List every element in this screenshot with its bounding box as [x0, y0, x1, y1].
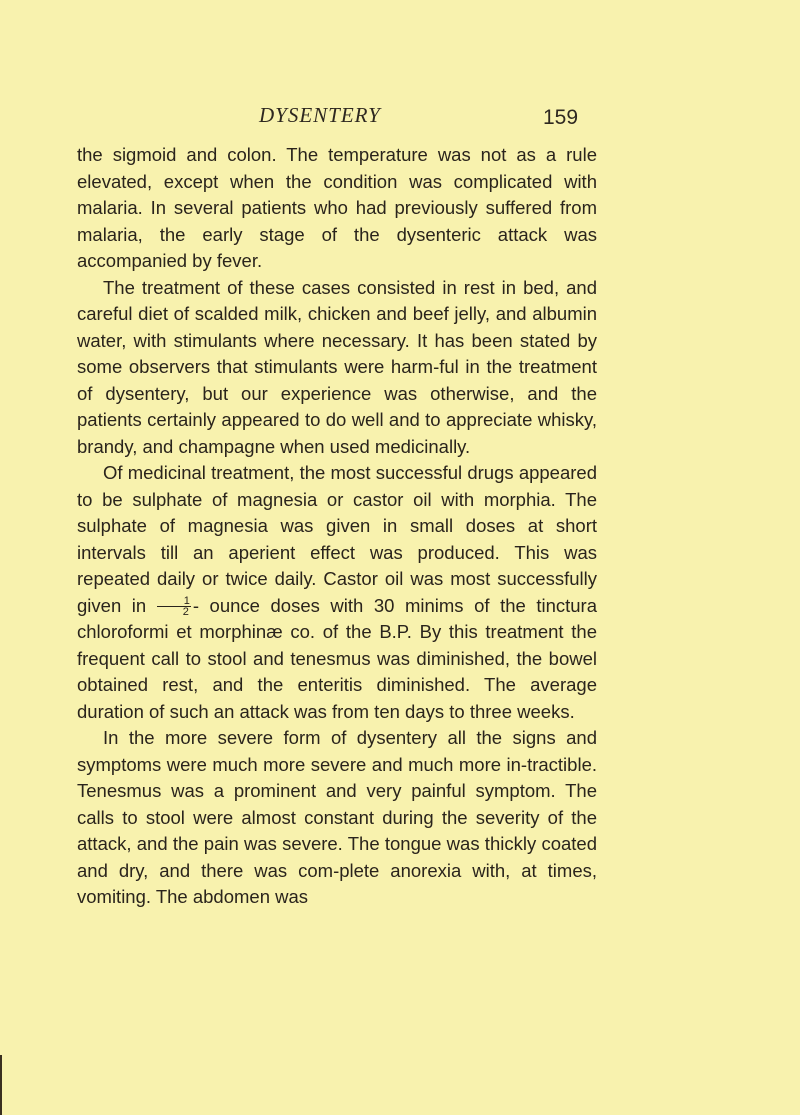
body-text	[77, 142, 597, 911]
fraction-numerator: 1	[157, 596, 191, 607]
running-title: DYSENTERY	[259, 103, 381, 127]
fraction-denominator: 2	[182, 606, 189, 619]
paragraph-3-part-2: - ounce doses with 30 minims of the tinctura chloroformi et morphinæ co. of the B.P. By this treatment the frequent call to stool and tenesmus was diminished, the bowel obtained rest, and the enteritis diminished. The average duration of such an attack was from ten days to three weeks.	[77, 594, 598, 722]
page-number: 159	[543, 106, 579, 129]
paragraph-2: The treatment of these cases consisted in rest in bed, and careful diet of scalded milk, chicken and beef jelly, and albumin water, with stimulants where necessary. It has been stated by some observers that stimulants were harm-ful in the treatment of dysentery, but our experience was otherwise, and the patients certainly appeared to do well and to appreciate whisky, brandy, and champagne when used medicinally.	[77, 276, 597, 457]
page-edge-mark	[0, 1055, 2, 1115]
paragraph-4: In the more severe form of dysentery all the signs and symptoms were much more severe and much more in-tractible. Tenesmus was a prominent and very painful symptom. The calls to stool were almost constant during the severity of the attack, and the pain was severe. The tongue was thickly coated and dry, and there was com-plete anorexia with, at times, vomiting. The abdomen was	[77, 727, 597, 907]
paragraph-3	[77, 460, 597, 725]
paragraph-3-part-1: Of medicinal treatment, the most successful drugs appeared to be sulphate of magnesia or castor oil with morphia. The sulphate of magnesia was given in small doses at short intervals till an aperient effect was produced. This was repeated daily or twice daily. Castor oil was most successfully given in	[77, 462, 597, 616]
paragraph-1: the sigmoid and colon. The temperature was not as a rule elevated, except when the condition was complicated with malaria. In several patients who had previously suffered from malaria, the early stage of the dysenteric attack was accompanied by fever.	[77, 144, 597, 271]
half-fraction	[157, 596, 191, 617]
